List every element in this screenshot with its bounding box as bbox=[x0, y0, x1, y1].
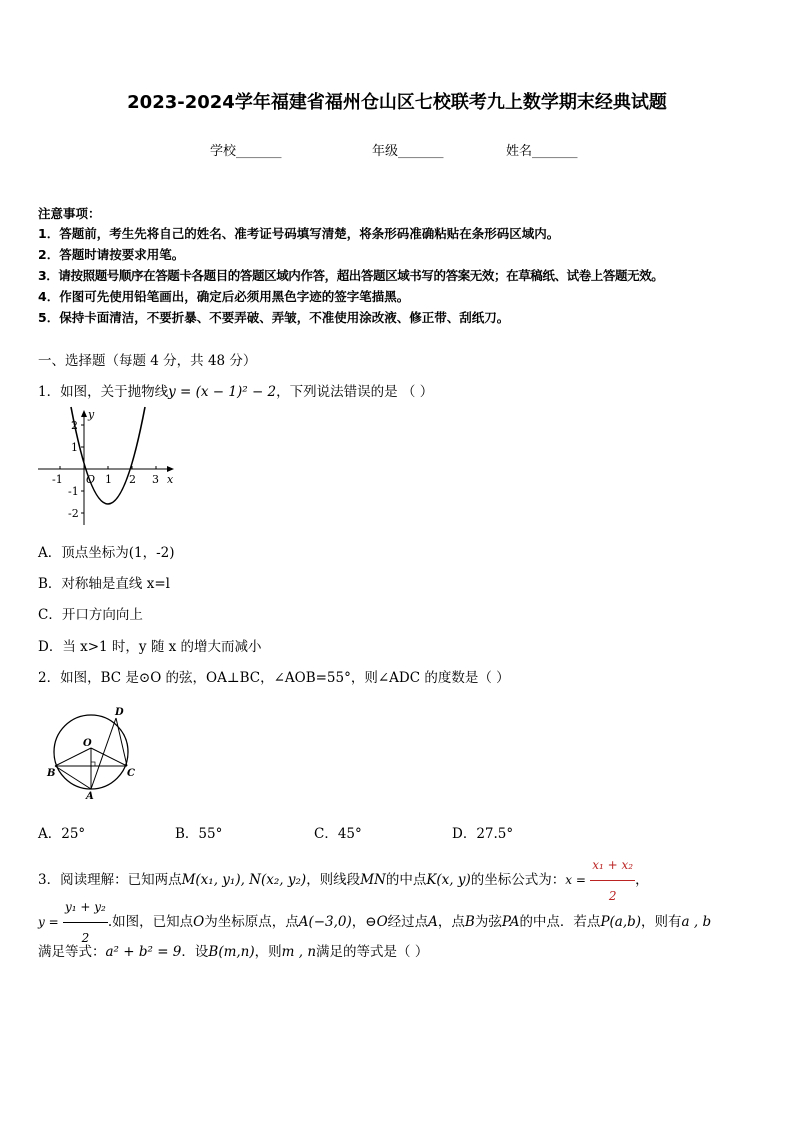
fraction-denominator: 2 bbox=[590, 880, 635, 911]
notice-heading: 注意事项： bbox=[38, 206, 101, 221]
label-b: B bbox=[47, 768, 56, 779]
question-1-stem bbox=[38, 380, 433, 400]
q3-math: K(x, y) bbox=[426, 872, 471, 888]
q3-text: .如图，已知点 bbox=[107, 914, 194, 930]
parabola-graph bbox=[34, 405, 184, 529]
q3-text: ， bbox=[635, 872, 649, 888]
label-d: D bbox=[115, 707, 124, 718]
q1-prefix: 1．如图，关于抛物线 bbox=[38, 384, 169, 400]
grade-field: 年级_______ bbox=[372, 144, 444, 159]
q3-math: O bbox=[193, 914, 205, 930]
q3-math: a , b bbox=[681, 914, 712, 930]
section-heading: 一、选择题（每题 4 分，共 48 分） bbox=[38, 353, 257, 369]
notice-item: 4．作图可先使用铅笔画出，确定后必须用黑色字迹的签字笔描黑。 bbox=[38, 289, 410, 304]
x-tick-label: 1 bbox=[105, 473, 112, 486]
question-2-stem: 2．如图，BC 是⊙O 的弦，OA⊥BC，∠AOB=55°，则∠ADC 的度数是（ ） bbox=[38, 670, 510, 686]
y-axis-label: y bbox=[88, 408, 95, 421]
q2-option-d: D．27.5° bbox=[452, 826, 514, 842]
y-tick-label: 2 bbox=[71, 419, 78, 432]
fraction-numerator: y₁ + y₂ bbox=[64, 900, 106, 914]
q2-option-b: B．55° bbox=[175, 826, 223, 842]
q3-math: O bbox=[376, 914, 388, 930]
origin-label: O bbox=[86, 473, 96, 486]
notice-item: 2．答题时请按要求用笔。 bbox=[38, 247, 185, 262]
q3-math: m , n bbox=[281, 944, 317, 960]
q3-text: ，则 bbox=[254, 944, 282, 960]
q3-math: MN bbox=[360, 872, 386, 888]
q3-text: ，点 bbox=[437, 914, 465, 930]
question-3-line-3 bbox=[38, 940, 428, 960]
fraction-denominator: 2 bbox=[63, 922, 108, 953]
x-tick-label: 3 bbox=[152, 473, 159, 486]
x-axis-label: x bbox=[167, 473, 174, 486]
q3-text: 的坐标公式为： bbox=[470, 872, 566, 888]
q3-text: ，⊖ bbox=[351, 914, 377, 930]
segment-da bbox=[91, 718, 116, 789]
q1-option-a: A．顶点坐标为(1，-2) bbox=[38, 545, 175, 561]
y-tick-label: -1 bbox=[68, 485, 79, 498]
segment-oc bbox=[91, 748, 127, 766]
label-a: A bbox=[86, 791, 94, 802]
q3-math: P(a,b) bbox=[600, 914, 642, 930]
q3-math: M(x₁, y₁), N(x₂, y₂) bbox=[181, 872, 307, 888]
notice-item: 1．答题前，考生先将自己的姓名、准考证号码填写清楚，将条形码准确粘贴在条形码区域内。 bbox=[38, 226, 560, 241]
q3-text: ，则有 bbox=[641, 914, 682, 930]
q3-text: 的中点．若点 bbox=[519, 914, 601, 930]
fraction-numerator: x₁ + x₂ bbox=[592, 858, 634, 872]
segment-dc bbox=[116, 718, 127, 766]
segment-ob bbox=[55, 748, 91, 766]
q3-text: ．设 bbox=[181, 944, 209, 960]
y-axis-arrow bbox=[81, 410, 87, 417]
notice-item: 5．保持卡面清洁，不要折暴、不要弄破、弄皱，不准使用涂改液、修正带、刮纸刀。 bbox=[38, 310, 510, 325]
label-c: C bbox=[127, 768, 135, 779]
page-title: 2023-2024学年福建省福州仓山区七校联考九上数学期末经典试题 bbox=[127, 92, 667, 113]
x-axis-arrow bbox=[167, 466, 174, 472]
q1-suffix: ，下列说法错误的是 （ ） bbox=[276, 384, 434, 400]
right-angle-mark bbox=[91, 762, 95, 766]
name-field: 姓名_______ bbox=[506, 144, 578, 159]
x-tick-label: 2 bbox=[129, 473, 136, 486]
q3-math: B bbox=[464, 914, 475, 930]
q1-option-d: D．当 x>1 时，y 随 x 的增大而减小 bbox=[38, 639, 262, 655]
parabola-curve bbox=[71, 407, 145, 504]
q3-math: x = bbox=[565, 873, 586, 887]
q2-option-a: A．25° bbox=[38, 826, 86, 842]
q3-math: y = bbox=[38, 915, 59, 929]
q3-text: 满足等式： bbox=[38, 944, 106, 960]
q3-math: A(−3,0) bbox=[298, 914, 352, 930]
school-field: 学校_______ bbox=[210, 144, 282, 159]
q3-math: PA bbox=[501, 914, 520, 930]
label-o: O bbox=[83, 738, 92, 749]
x-tick-label: -1 bbox=[52, 473, 63, 486]
q3-text: 为弦 bbox=[474, 914, 502, 930]
q3-text: 满足的等式是（ ） bbox=[316, 944, 429, 960]
circle-figure bbox=[44, 700, 144, 804]
q3-text: 的中点 bbox=[385, 872, 427, 888]
q3-text: 经过点 bbox=[387, 914, 429, 930]
segment-ab bbox=[55, 766, 91, 789]
q2-option-c: C．45° bbox=[314, 826, 362, 842]
y-tick-label: -2 bbox=[68, 507, 79, 520]
q1-option-c: C．开口方向向上 bbox=[38, 607, 143, 623]
y-tick-label: 1 bbox=[71, 441, 78, 454]
q3-text: 3．阅读理解：已知两点 bbox=[38, 872, 182, 888]
q3-text: ，则线段 bbox=[306, 872, 361, 888]
q1-option-b: B．对称轴是直线 x=l bbox=[38, 576, 170, 592]
q3-text: 为坐标原点，点 bbox=[204, 914, 299, 930]
notice-item: 3．请按照题号顺序在答题卡各题目的答题区域内作答，超出答题区域书写的答案无效；在草稿纸、试卷上答题无效。 bbox=[38, 268, 664, 283]
q3-math: A bbox=[428, 914, 438, 930]
q3-math: a² + b² = 9 bbox=[105, 944, 182, 960]
q3-math: B(m,n) bbox=[208, 944, 255, 960]
q1-formula: y = (x − 1)² − 2 bbox=[168, 384, 277, 400]
